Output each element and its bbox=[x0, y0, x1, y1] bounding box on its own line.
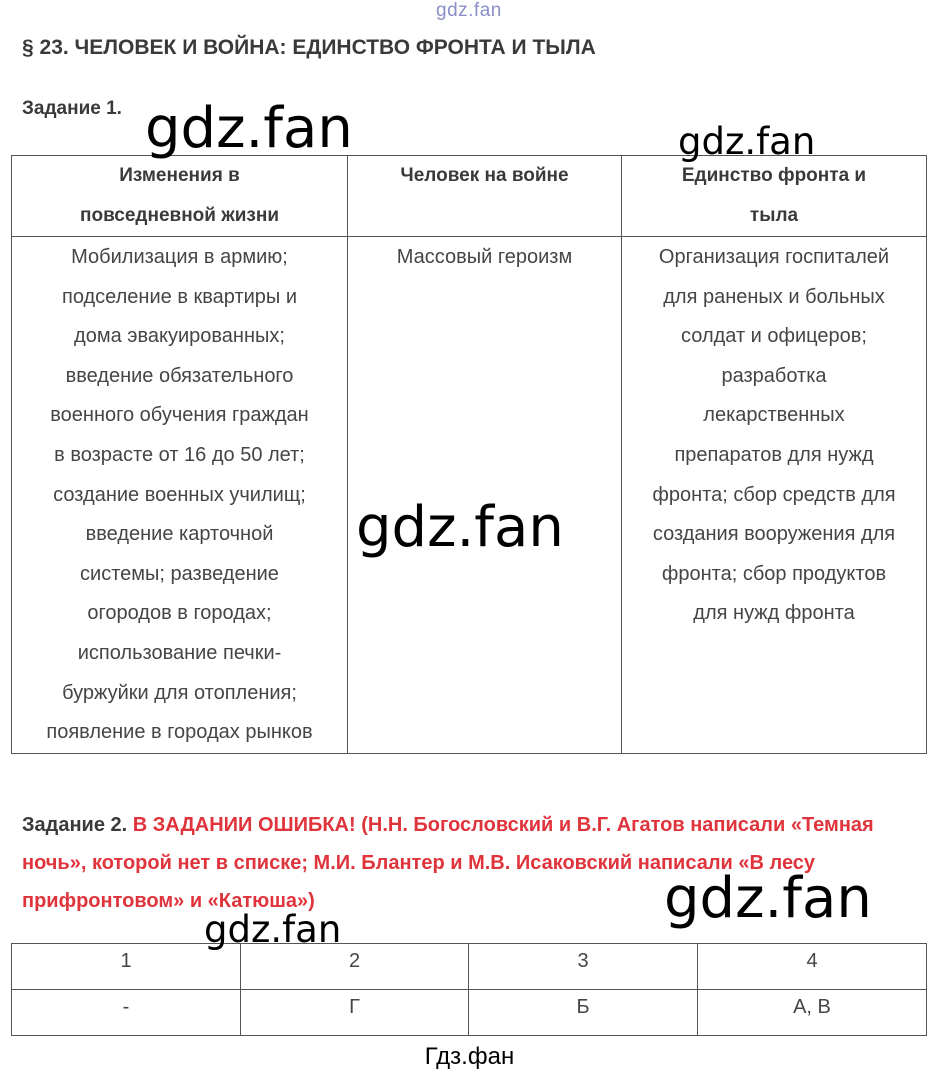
cell-line: подселение в квартиры и bbox=[61, 285, 298, 308]
header-line: повседневной жизни bbox=[80, 205, 279, 226]
task1-header-row bbox=[12, 156, 927, 237]
task2-header-row bbox=[12, 944, 927, 990]
cell-line: введение обязательного bbox=[65, 364, 294, 387]
cell-line: буржуйки для отопления; bbox=[62, 681, 297, 704]
header-line: Единство фронта и bbox=[681, 165, 867, 186]
page-title: § 23. ЧЕЛОВЕК И ВОЙНА: ЕДИНСТВО ФРОНТА И ТЫЛА bbox=[22, 36, 596, 59]
watermark: gdz.fan bbox=[356, 495, 564, 560]
task2-value-cell: Г bbox=[241, 990, 469, 1036]
task1-table bbox=[11, 155, 927, 754]
cell-line: дома эвакуированных; bbox=[74, 325, 285, 348]
cell-line: препаратов для нужд bbox=[674, 443, 874, 466]
cell-line: введение карточной bbox=[85, 523, 274, 546]
cell-line: в возрасте от 16 до 50 лет; bbox=[54, 443, 305, 466]
task2-value-cell: А, В bbox=[698, 990, 927, 1036]
cell-line: Мобилизация в армию; bbox=[71, 246, 288, 268]
cell-line: для раненых и больных bbox=[663, 285, 885, 308]
watermark: gdz.fan bbox=[678, 120, 816, 163]
task2-error-text: В ЗАДАНИИ ОШИБКА! bbox=[132, 814, 356, 836]
header-line: Человек на войне bbox=[400, 165, 569, 186]
task2-table bbox=[11, 943, 927, 1036]
watermark-top: gdz.fan bbox=[436, 0, 502, 21]
task1-label: Задание 1. bbox=[22, 98, 122, 119]
cell-line: для нужд фронта bbox=[693, 602, 855, 625]
cell-line: фронта; сбор средств для bbox=[652, 483, 896, 506]
watermark: gdz.fan bbox=[145, 96, 353, 161]
cell-line: создание военных училищ; bbox=[53, 483, 306, 506]
cell-line: фронта; сбор продуктов bbox=[661, 562, 887, 585]
footer-text: Гдз.фан bbox=[424, 1043, 515, 1070]
cell-line: солдат и офицеров; bbox=[681, 325, 867, 348]
watermark: gdz.fan bbox=[664, 866, 872, 931]
task2-header-cell: 2 bbox=[241, 944, 469, 990]
cell-line: огородов в городах; bbox=[87, 602, 272, 625]
cell-everyday-life bbox=[12, 237, 348, 754]
task2-note: (Н.Н. Богословский и В.Г. Агатов написали «Темная ночь», которой нет в списке; М.И. Блантер и М.В. Исаковский написали «В лесу прифронтовом» и «Катюша») bbox=[22, 814, 874, 912]
header-everyday-life bbox=[12, 156, 348, 237]
cell-line: создания вооружения для bbox=[652, 523, 896, 546]
cell-line: разработка bbox=[721, 364, 827, 387]
cell-line: системы; разведение bbox=[80, 562, 279, 585]
task2-value-cell: Б bbox=[469, 990, 698, 1036]
task2-label: Задание 2. bbox=[22, 814, 128, 836]
task2-header-cell: 3 bbox=[469, 944, 698, 990]
header-man-at-war bbox=[348, 156, 622, 237]
header-front-rear-unity bbox=[622, 156, 927, 237]
task2-header-cell: 4 bbox=[698, 944, 927, 990]
header-line: Изменения в bbox=[119, 165, 240, 186]
task2-value-row bbox=[12, 990, 927, 1036]
cell-line: появление в городах рынков bbox=[46, 721, 313, 744]
cell-line: военного обучения граждан bbox=[50, 404, 309, 427]
cell-front-rear-unity bbox=[622, 237, 927, 754]
cell-line: Массовый героизм bbox=[396, 246, 573, 268]
watermark: gdz.fan bbox=[204, 908, 342, 951]
task2-header-cell: 1 bbox=[12, 944, 241, 990]
cell-line: Организация госпиталей bbox=[658, 246, 890, 268]
header-line: тыла bbox=[749, 205, 799, 226]
cell-line: лекарственных bbox=[703, 404, 845, 427]
task2-value-cell: - bbox=[12, 990, 241, 1036]
cell-line: использование печки- bbox=[77, 641, 282, 664]
